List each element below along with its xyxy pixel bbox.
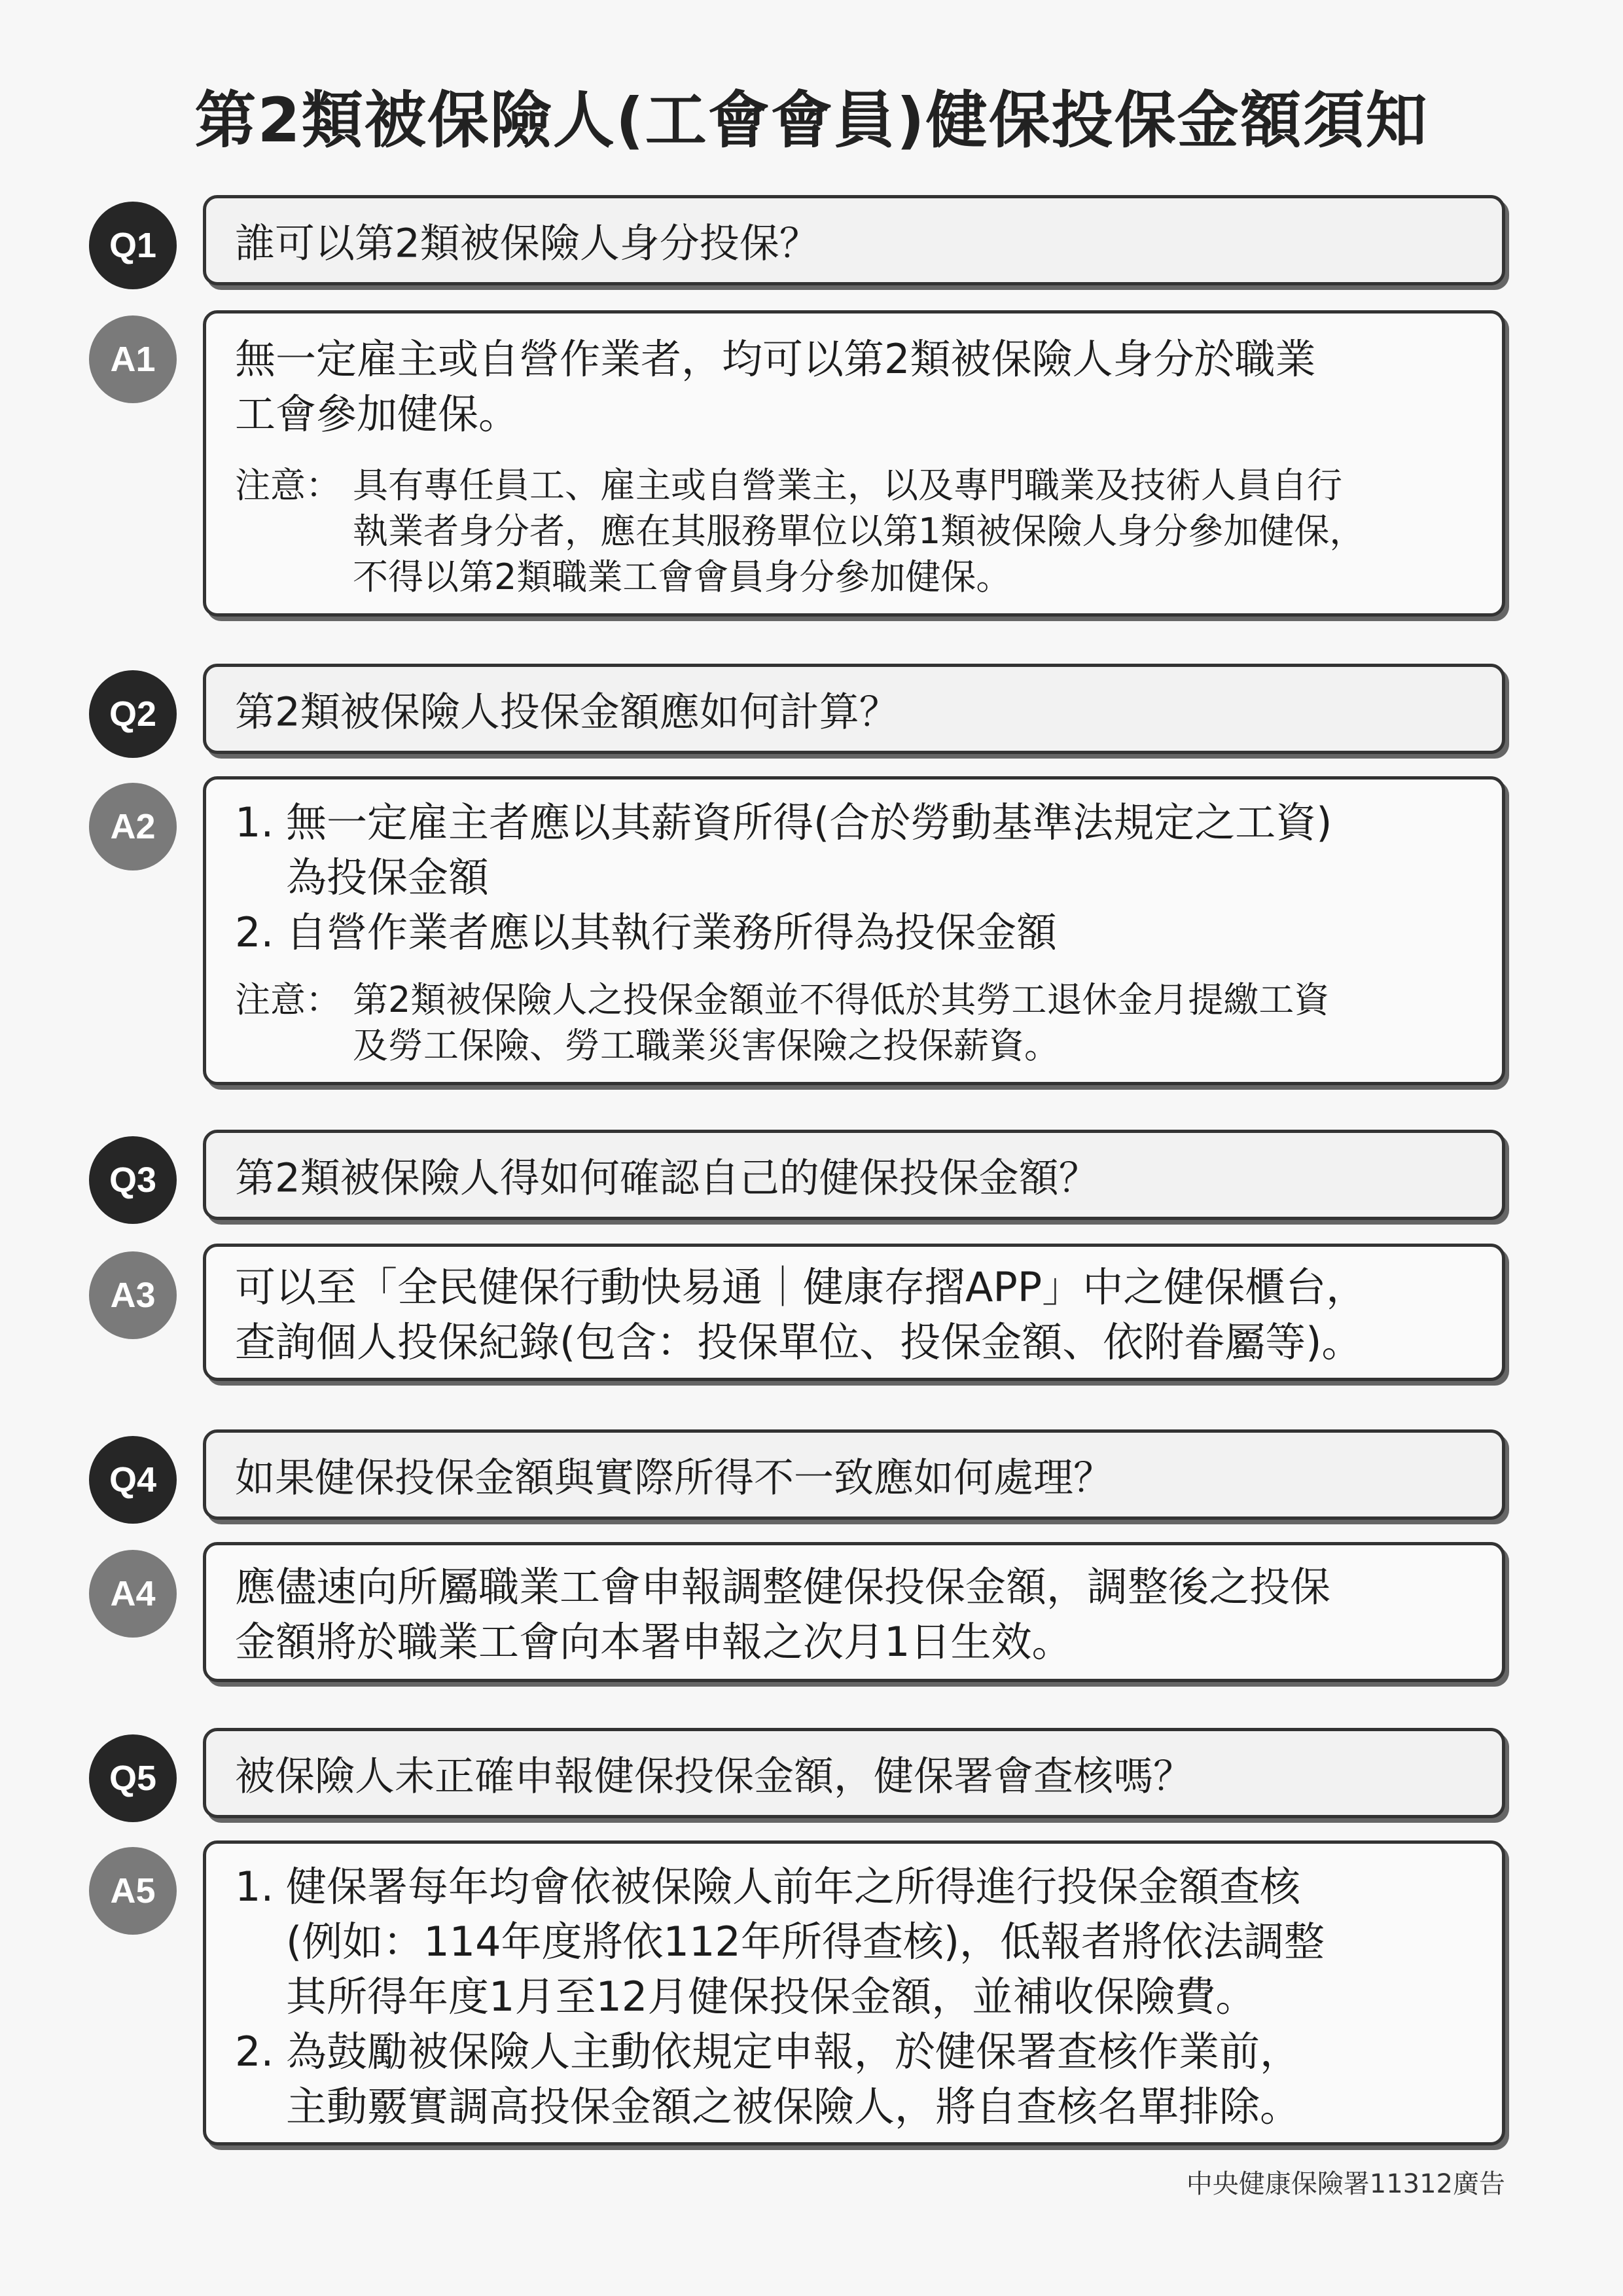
a5-main: 1. 健保署每年均會依被保險人前年之所得進行投保金額查核 (例如：114年度將依112年所得查核)，低報者將依法調整 其所得年度1月至12月健保投保金額，並補收保險費。 2. 為鼓勵被保險人主動依規定申報，於健保署查核作業前， 主動覈實調高投保金額之被保險人，將自查核名單排除。	[235, 1863, 1325, 2130]
q5-badge: Q5	[89, 1734, 177, 1822]
footer-credit: 中央健康保險署11312廣告	[1186, 2169, 1505, 2199]
q2-badge: Q2	[89, 670, 177, 758]
q5-text: 被保險人未正確申報健保投保金額，健保署會查核嗎？	[235, 1753, 1194, 1800]
a4-box	[203, 1542, 1505, 1682]
q2-box	[203, 664, 1505, 754]
a4-badge: A4	[89, 1550, 177, 1638]
a1-badge: A1	[89, 315, 177, 403]
q1-text: 誰可以第2類被保險人身分投保？	[235, 220, 819, 267]
a1-main: 無一定雇主或自營作業者，均可以第2類被保險人身分於職業 工會參加健保。	[235, 335, 1316, 438]
a2-main: 1. 無一定雇主者應以其薪資所得(合於勞動基準法規定之工資) 為投保金額 2. 自營作業者應以其執行業務所得為投保金額	[235, 798, 1332, 956]
a3-badge: A3	[89, 1251, 177, 1339]
q3-box	[203, 1130, 1505, 1220]
a2-box	[203, 776, 1505, 1085]
q4-box	[203, 1429, 1505, 1520]
q3-badge: Q3	[89, 1136, 177, 1224]
q4-text: 如果健保投保金額與實際所得不一致應如何處理？	[235, 1454, 1114, 1501]
a2-badge: A2	[89, 783, 177, 870]
a3-box	[203, 1244, 1505, 1381]
q1-badge: Q1	[89, 202, 177, 289]
a5-badge: A5	[89, 1847, 177, 1935]
a5-box	[203, 1840, 1505, 2145]
q1-box	[203, 195, 1505, 285]
q3-text: 第2類被保險人得如何確認自己的健保投保金額？	[235, 1155, 1099, 1202]
a1-box	[203, 310, 1505, 617]
a3-main: 可以至「全民健保行動快易通｜健康存摺APP」中之健保櫃台， 查詢個人投保紀錄(包含：投保單位、投保金額、依附眷屬等)。	[235, 1263, 1367, 1366]
a2-note: 注意： 第2類被保險人之投保金額並不得低於其勞工退休金月提繳工資 及勞工保險、勞工職業災害保險之投保薪資。	[235, 979, 1330, 1066]
q2-text: 第2類被保險人投保金額應如何計算？	[235, 689, 899, 736]
page-title: 第2類被保險人(工會會員)健保投保金額須知	[194, 85, 1429, 156]
q5-box	[203, 1728, 1505, 1818]
q4-badge: Q4	[89, 1436, 177, 1524]
a1-note: 注意： 具有專任員工、雇主或自營業主，以及專門職業及技術人員自行 執業者身分者，應在其服務單位以第1類被保險人身分參加健保， 不得以第2類職業工會會員身分參加健保。	[235, 465, 1365, 598]
a4-main: 應儘速向所屬職業工會申報調整健保投保金額，調整後之投保 金額將於職業工會向本署申報之次月1日生效。	[235, 1563, 1331, 1666]
